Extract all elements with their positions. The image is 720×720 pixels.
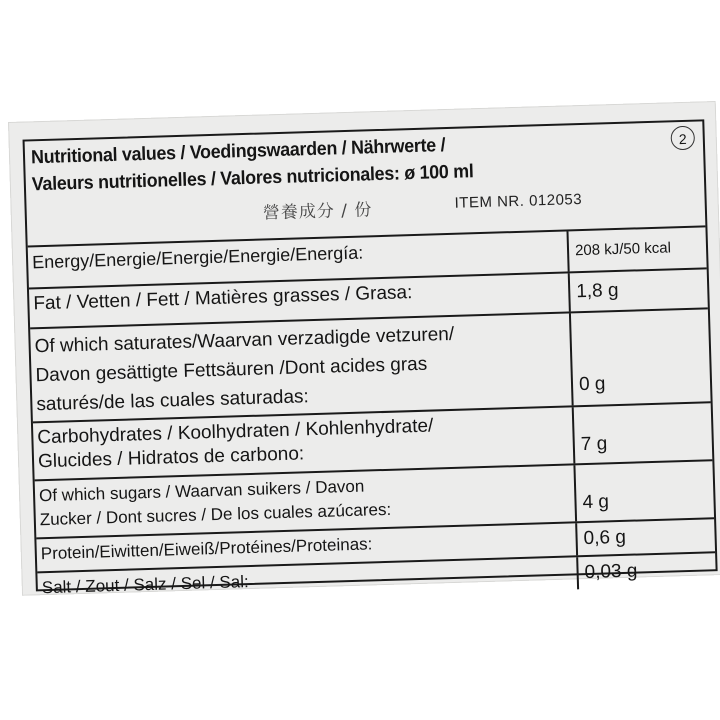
nutrition-label: [8, 101, 720, 596]
row-value: 1,8 g: [575, 279, 619, 303]
cjk-text: 營養成分 / 份: [262, 200, 373, 224]
row-value: 4 g: [582, 491, 610, 514]
header-line-1: Nutritional values / Voedingswaarden / Nährwerte /: [30, 135, 446, 169]
row-name: Fat / Vetten / Fett / Matières grasses / Grasa:: [29, 273, 571, 327]
row-value: 7 g: [580, 433, 608, 456]
row-name: Of which saturates/Waarvan verzadigde vetzuren/ Davon gesättigte Fettsäuren /Dont acides gras saturés/de las cuales saturadas:: [30, 313, 573, 421]
row-value: 208 kJ/50 kcal: [574, 239, 672, 260]
row-name: Energy/Energie/Energie/Energie/Energía:: [28, 231, 570, 287]
header-line-2: Valeurs nutritionelles / Valores nutricionales: ø 100 ml: [31, 161, 474, 196]
nutrition-table-frame: [23, 119, 718, 598]
recycling-number-badge: 2: [670, 126, 695, 151]
row-name: Carbohydrates / Koolhydraten / Kohlenhydrate/ Glucides / Hidratos de carbono:: [33, 407, 575, 479]
row-value: 0 g: [578, 373, 606, 396]
row-value: 0,6 g: [583, 526, 627, 550]
nutrition-rows: [28, 225, 716, 605]
row-value: 0,03 g: [584, 560, 638, 584]
table-header: [25, 121, 706, 245]
row-name: Protein/Eiwitten/Eiweiß/Protéines/Proteinas:: [36, 523, 578, 571]
row-name: Of which sugars / Waarvan suikers / Davon Zucker / Dont sucres / De los cuales azúcares:: [35, 465, 577, 537]
row-name: Salt / Zout / Salz / Sel / Sal:: [37, 557, 579, 605]
item-number: ITEM NR. 012053: [454, 191, 583, 212]
